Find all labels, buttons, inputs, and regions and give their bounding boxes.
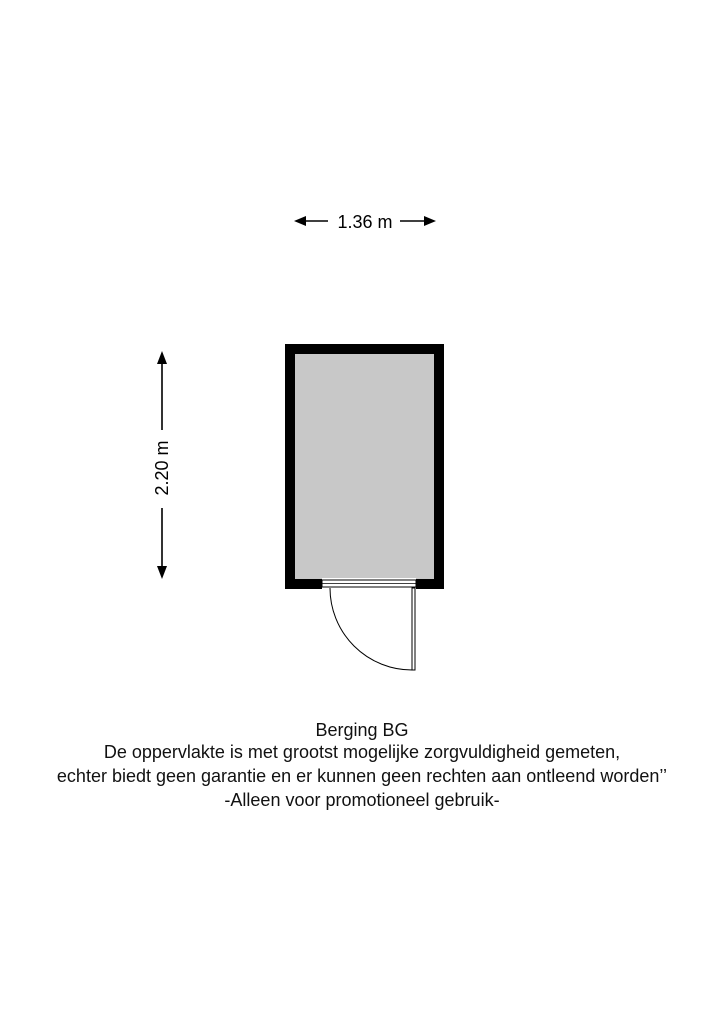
width-dimension-label: 1.36 m: [337, 212, 393, 232]
disclaimer-line-1: De oppervlakte is met grootst mogelijke zorgvuldigheid gemeten,: [103, 742, 621, 762]
height-arrow-bottom-icon: [157, 566, 167, 579]
disclaimer-line-2: echter biedt geen garantie en er kunnen geen rechten aan ontleend worden’’: [56, 766, 668, 786]
room-name-label: Berging BG: [315, 720, 409, 740]
height-dimension: [152, 351, 172, 579]
width-arrow-left-icon: [294, 216, 306, 226]
room-storage: [285, 344, 444, 670]
height-dimension-label: 2.20 m: [152, 440, 172, 496]
height-arrow-top-icon: [157, 351, 167, 364]
door-swing-arc: [330, 588, 412, 670]
width-dimension: [294, 212, 436, 232]
door-leaf: [412, 588, 415, 670]
room-floor: [295, 354, 434, 579]
disclaimer-line-3: -Alleen voor promotioneel gebruik-: [224, 790, 500, 810]
width-arrow-right-icon: [424, 216, 436, 226]
